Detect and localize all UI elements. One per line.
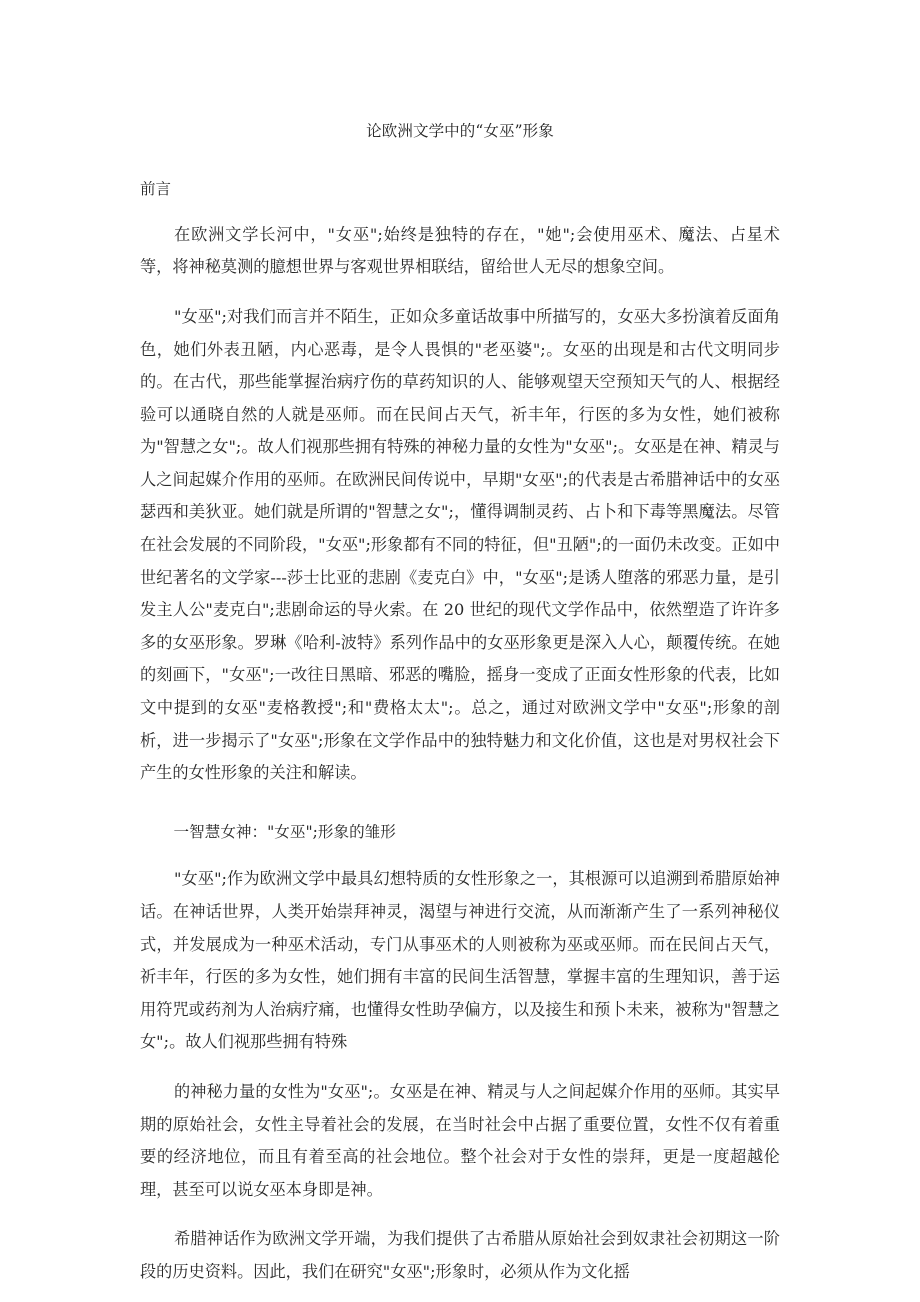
page-title: 论欧洲文学中的“女巫”形象 [366,122,554,140]
paragraph-2: "女巫";对我们而言并不陌生，正如众多童话故事中所描写的，女巫大多扮演着反面角色，她们外表丑陋，内心恶毒，是令人畏惧的"老巫婆";。女巫的出现是和古代文明同步的。在古代，那些能掌握治病疗伤的草药知识的人、能够观望天空预知天气的人、根据经验可以通晓自然的人就是巫师。而在民间占天气，祈丰年，行医的多为女性，她们被称为"智慧之女";。故人们视那些拥有特殊的神秘力量的女性为"女巫";。女巫是在神、精灵与人之间起媒介作用的巫师。在欧洲民间传说中，早期"女巫";的代表是古希腊神话中的女巫瑟西和美狄亚。她们就是所谓的"智慧之女";，懂得调制灵药、占卜和下毒等黑魔法。尽管在社会发展的不同阶段，"女巫";形象都有不同的特征，但"丑陋";的一面仍未改变。正如中世纪著名的文学家---莎士比亚的悲剧《麦克白》中，"女巫";是诱人堕落的邪恶力量，是引发主人公"麦克白";悲剧命运的导火索。在 20 世纪的现代文学作品中，依然塑造了许许多多的女巫形象。罗琳《哈利-波特》系列作品中的女巫形象更是深入人心，颠覆传统。在她的刻画下，"女巫";一改往日黑暗、邪恶的嘴脸，摇身一变成了正面女性形象的代表，比如文中提到的女巫"麦格教授";和"费格太太";。总之，通过对欧洲文学中"女巫";形象的剖析，进一步揭示了"女巫";形象在文学作品中的独特魅力和文化价值，这也是对男权社会下产生的女性形象的关注和解读。 [140,306,780,783]
paragraph-4: 的神秘力量的女性为"女巫";。女巫是在神、精灵与人之间起媒介作用的巫师。其实早期的原始社会，女性主导着社会的发展，在当时社会中占据了重要位置，女性不仅有着重要的经济地位，而且有着至高的社会地位。整个社会对于女性的崇拜，更是一度超越伦理，甚至可以说女巫本身即是神。 [140,1081,780,1199]
document-text-column [140,0,780,1289]
paragraph-5: 希腊神话作为欧洲文学开端，为我们提供了古希腊从原始社会到奴隶社会初期这一阶段的历史资料。因此，我们在研究"女巫";形象时，必须从作为文化摇 [140,1229,780,1281]
section-label-preface: 前言 [140,180,172,199]
section-heading-wisdom-goddess: 一智慧女神："女巫";形象的雏形 [173,822,396,841]
paragraph-1: 在欧洲文学长河中，"女巫";始终是独特的存在，"她";会使用巫术、魔法、占星术等，将神秘莫测的臆想世界与客观世界相联结，留给世人无尽的想象空间。 [140,224,780,277]
paragraph-3: "女巫";作为欧洲文学中最具幻想特质的女性形象之一，其根源可以追溯到希腊原始神话。在神话世界，人类开始崇拜神灵，渴望与神进行交流，从而渐渐产生了一系列神秘仪式，并发展成为一种巫术活动，专门从事巫术的人则被称为巫或巫师。而在民间占天气，祈丰年，行医的多为女性，她们拥有丰富的民间生活智慧，掌握丰富的生理知识，善于运用符咒或药剂为人治病疗痛，也懂得女性助孕偏方，以及接生和预卜未来，被称为"智慧之女";。故人们视那些拥有特殊 [140,869,780,1052]
